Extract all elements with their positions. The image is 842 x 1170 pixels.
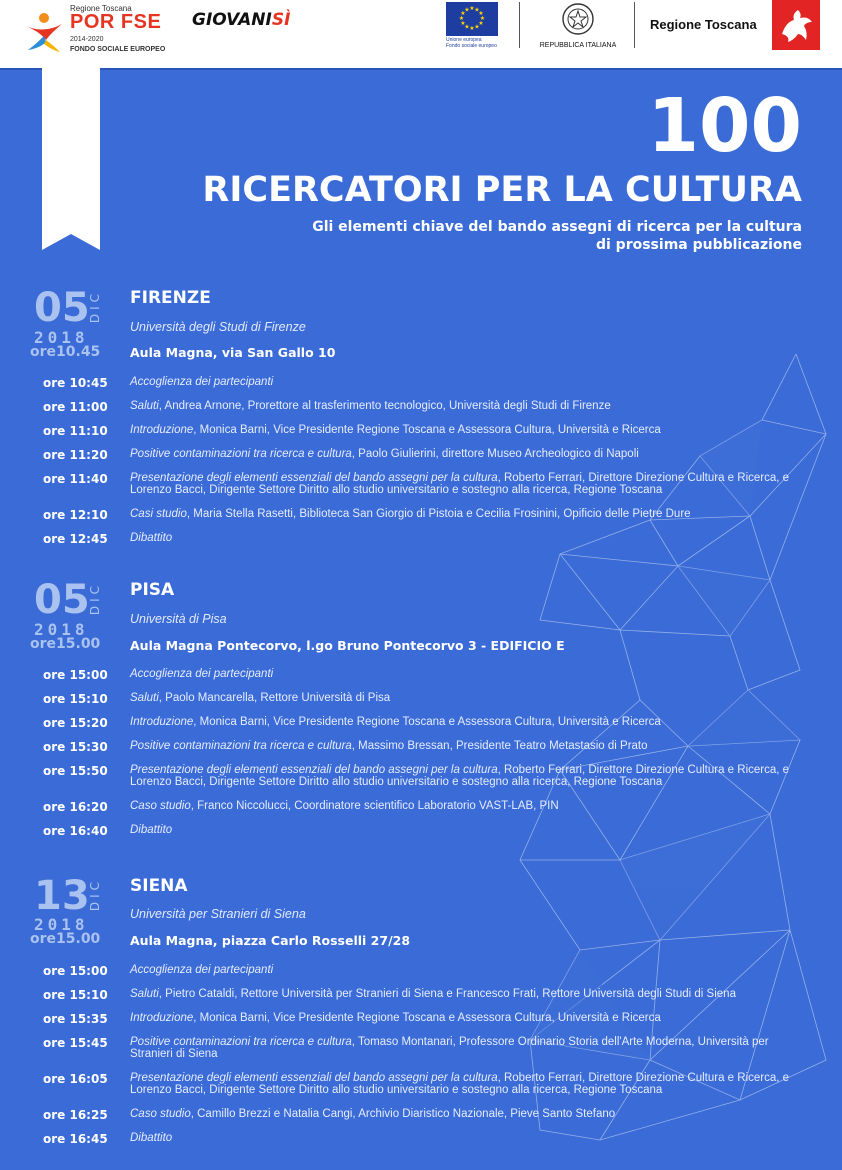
svg-text:★: ★	[474, 6, 480, 14]
event-day: 05	[34, 577, 90, 623]
event-university: Università degli Studi di Firenze	[130, 320, 306, 334]
logo-header	[0, 0, 842, 68]
program-label: Dibattito	[130, 532, 173, 544]
program-text: , Monica Barni, Vice Presidente Regione Toscana e Assessora Cultura, Università e Ricerca	[193, 716, 661, 728]
regione-toscana-text: Regione Toscana	[650, 17, 757, 32]
program-text: , Monica Barni, Vice Presidente Regione Toscana e Assessora Cultura, Università e Ricerca	[193, 424, 661, 436]
giovani-si-text: SÌ	[271, 10, 291, 30]
eu-caption	[446, 37, 497, 49]
program-label: Positive contaminazioni tra ricerca e cultura	[130, 448, 352, 460]
program-time: ore 15:35	[43, 1012, 108, 1026]
program-text: , Paolo Mancarella, Rettore Università di Pisa	[158, 692, 391, 704]
program-time: ore 16:40	[43, 824, 108, 838]
program-time: ore 15:00	[43, 668, 108, 682]
program-time: ore 12:45	[43, 532, 108, 546]
subtitle-line-2: di prossima pubblicazione	[595, 237, 802, 253]
por-fse-figure-icon	[22, 10, 66, 54]
program-label: Introduzione	[130, 716, 194, 728]
program-time: ore 15:30	[43, 740, 108, 754]
event-university: Università di Pisa	[130, 612, 227, 626]
event-month: DIC	[88, 582, 102, 616]
repubblica-italiana-logo	[538, 2, 618, 52]
program-desc	[130, 472, 800, 496]
program-text: , Maria Stella Rasetti, Biblioteca San Giorgio di Pistoia e Cecilia Frosinini, Opificio delle Pietre Dure	[186, 508, 691, 520]
program-time: ore 11:00	[43, 400, 108, 414]
program-desc	[130, 448, 800, 460]
svg-text:★: ★	[478, 20, 484, 27]
program-label: Accoglienza dei partecipanti	[130, 376, 274, 388]
por-fse-years: 2014-2020	[70, 36, 104, 43]
program-time: ore 11:20	[43, 448, 108, 462]
program-label: Dibattito	[130, 824, 173, 836]
program-label: Positive contaminazioni tra ricerca e cultura	[130, 1036, 352, 1048]
event-university: Università per Stranieri di Siena	[130, 907, 306, 921]
program-time: ore 11:40	[43, 472, 108, 486]
program-desc	[130, 532, 800, 544]
program-label: Saluti	[130, 400, 159, 412]
program-time: ore 15:20	[43, 716, 108, 730]
eu-logo	[446, 2, 502, 50]
svg-text:★: ★	[464, 6, 470, 14]
program-desc	[130, 1108, 800, 1120]
program-desc	[130, 740, 800, 752]
program-time: ore 16:25	[43, 1108, 108, 1122]
event-city: SIENA	[130, 876, 188, 896]
page-title: RICERCATORI PER LA CULTURA	[202, 170, 802, 210]
program-label: Accoglienza dei partecipanti	[130, 668, 274, 680]
program-desc	[130, 824, 800, 836]
eu-caption-line-2: Fondo sociale europeo	[446, 43, 497, 49]
svg-text:★: ★	[458, 15, 465, 22]
program-label: Presentazione degli elementi essenziali del bando assegni per la cultura	[130, 472, 498, 484]
program-time: ore 16:45	[43, 1132, 108, 1146]
program-desc	[130, 716, 800, 728]
program-time: ore 16:20	[43, 800, 108, 814]
program-label: Presentazione degli elementi essenziali del bando assegni per la cultura	[130, 764, 498, 776]
program-desc	[130, 1012, 800, 1024]
program-desc	[130, 1072, 800, 1096]
program-label: Caso studio	[130, 800, 191, 812]
eu-flag-icon	[446, 2, 498, 36]
por-fse-name: POR FSE	[70, 11, 162, 33]
svg-text:★: ★	[469, 5, 475, 12]
event-venue: Aula Magna, piazza Carlo Rosselli 27/28	[130, 933, 411, 948]
program-text: , Andrea Arnone, Prorettore al trasferimento tecnologico, Università degli Studi di Firenze	[158, 400, 611, 412]
program-desc	[130, 964, 800, 976]
bookmark-ribbon	[42, 68, 100, 250]
program-text: , Massimo Bressan, Presidente Teatro Metastasio di Prato	[351, 740, 648, 752]
program-label: Introduzione	[130, 1012, 194, 1024]
event-day: 05	[34, 285, 90, 331]
page-subtitle	[312, 218, 802, 254]
subtitle-line-1: Gli elementi chiave del bando assegni di ricerca per la cultura	[312, 219, 802, 235]
svg-text:★: ★	[464, 23, 470, 31]
event-city: FIRENZE	[130, 288, 211, 308]
program-label: Casi studio	[130, 508, 187, 520]
program-desc	[130, 1036, 800, 1060]
program-desc	[130, 988, 800, 1000]
event-month: DIC	[88, 290, 102, 324]
program-desc	[130, 508, 800, 520]
program-label: Saluti	[130, 988, 159, 1000]
event-time: ore15.00	[30, 636, 101, 652]
program-time: ore 15:00	[43, 964, 108, 978]
program-time: ore 12:10	[43, 508, 108, 522]
program-time: ore 15:10	[43, 988, 108, 1002]
program-text: , Tomaso Montanari, Professore Ordinario Storia dell'Arte Moderna, Università per Stranieri di Siena	[130, 1036, 769, 1060]
republic-caption: REPUBBLICA ITALIANA	[539, 42, 617, 49]
program-time: ore 15:10	[43, 692, 108, 706]
program-text: , Roberto Ferrari, Direttore Direzione Cultura e Ricerca, e Lorenzo Bacci, Dirigente Settore Diritto allo studio universitario e sostegno alla ricerca, Regione Toscana	[130, 472, 790, 496]
program-desc	[130, 692, 800, 704]
program-text: , Pietro Cataldi, Rettore Università per Stranieri di Siena e Francesco Frati, Rettore Università degli Studi di Siena	[158, 988, 736, 1000]
giovani-text: GIOVANI	[192, 10, 272, 30]
title-number: 100	[647, 83, 802, 169]
program-desc	[130, 1132, 800, 1144]
program-desc	[130, 424, 800, 436]
program-desc	[130, 376, 800, 388]
event-month: DIC	[88, 878, 102, 912]
event-venue: Aula Magna, via San Gallo 10	[130, 345, 336, 360]
por-fse-logo	[22, 4, 182, 60]
event-time: ore15.00	[30, 931, 101, 947]
program-label: Dibattito	[130, 1132, 173, 1144]
program-label: Caso studio	[130, 1108, 191, 1120]
svg-text:★: ★	[469, 25, 475, 32]
eu-caption-line-1: Unione europea	[446, 37, 482, 43]
program-label: Introduzione	[130, 424, 194, 436]
svg-text:★: ★	[479, 15, 486, 22]
program-desc	[130, 800, 800, 812]
pegasus-icon	[772, 0, 820, 50]
program-desc	[130, 668, 800, 680]
header-divider	[0, 68, 842, 70]
event-time: ore10.45	[30, 344, 101, 360]
program-label: Accoglienza dei partecipanti	[130, 964, 274, 976]
program-text: , Monica Barni, Vice Presidente Regione Toscana e Assessora Cultura, Università e Ricerca	[193, 1012, 661, 1024]
program-text: , Roberto Ferrari, Direttore Direzione Cultura e Ricerca, e Lorenzo Bacci, Dirigente Settore Diritto allo studio universitario e sostegno alla ricerca, Regione Toscana	[130, 764, 790, 788]
event-day: 13	[34, 873, 90, 919]
program-desc	[130, 764, 800, 788]
program-label: Positive contaminazioni tra ricerca e cultura	[130, 740, 352, 752]
event-year: 2018	[34, 915, 89, 934]
logo-divider	[634, 2, 635, 48]
program-desc	[130, 400, 800, 412]
program-time: ore 15:50	[43, 764, 108, 778]
logo-divider	[519, 2, 520, 48]
program-time: ore 11:10	[43, 424, 108, 438]
event-venue: Aula Magna Pontecorvo, l.go Bruno Pontecorvo 3 - EDIFICIO E	[130, 638, 565, 653]
event-city: PISA	[130, 580, 175, 600]
program-time: ore 15:45	[43, 1036, 108, 1050]
event-year: 2018	[34, 328, 89, 347]
program-text: , Franco Niccolucci, Coordinatore scientifico Laboratorio VAST-LAB, PIN	[190, 800, 559, 812]
giovani-si-logo	[192, 10, 290, 30]
svg-text:★: ★	[460, 20, 466, 27]
program-text: , Paolo Giulierini, direttore Museo Archeologico di Napoli	[351, 448, 639, 460]
program-time: ore 16:05	[43, 1072, 108, 1086]
event-year: 2018	[34, 620, 89, 639]
republic-emblem-icon	[561, 2, 595, 36]
program-label: Presentazione degli elementi essenziali del bando assegni per la cultura	[130, 1072, 498, 1084]
svg-text:★: ★	[474, 23, 480, 31]
svg-text:★: ★	[460, 10, 466, 17]
regione-toscana-flag	[772, 0, 820, 50]
program-label: Saluti	[130, 692, 159, 704]
svg-text:★: ★	[478, 10, 484, 17]
program-text: , Roberto Ferrari, Direttore Direzione Cultura e Ricerca, e Lorenzo Bacci, Dirigente Settore Diritto allo studio universitario e sostegno alla ricerca, Regione Toscana	[130, 1072, 790, 1096]
program-time: ore 10:45	[43, 376, 108, 390]
program-text: , Camillo Brezzi e Natalia Cangi, Archivio Diaristico Nazionale, Pieve Santo Stefano	[190, 1108, 616, 1120]
por-fse-fondo: FONDO SOCIALE EUROPEO	[70, 46, 166, 53]
por-fse-region: Regione Toscana	[70, 4, 132, 13]
